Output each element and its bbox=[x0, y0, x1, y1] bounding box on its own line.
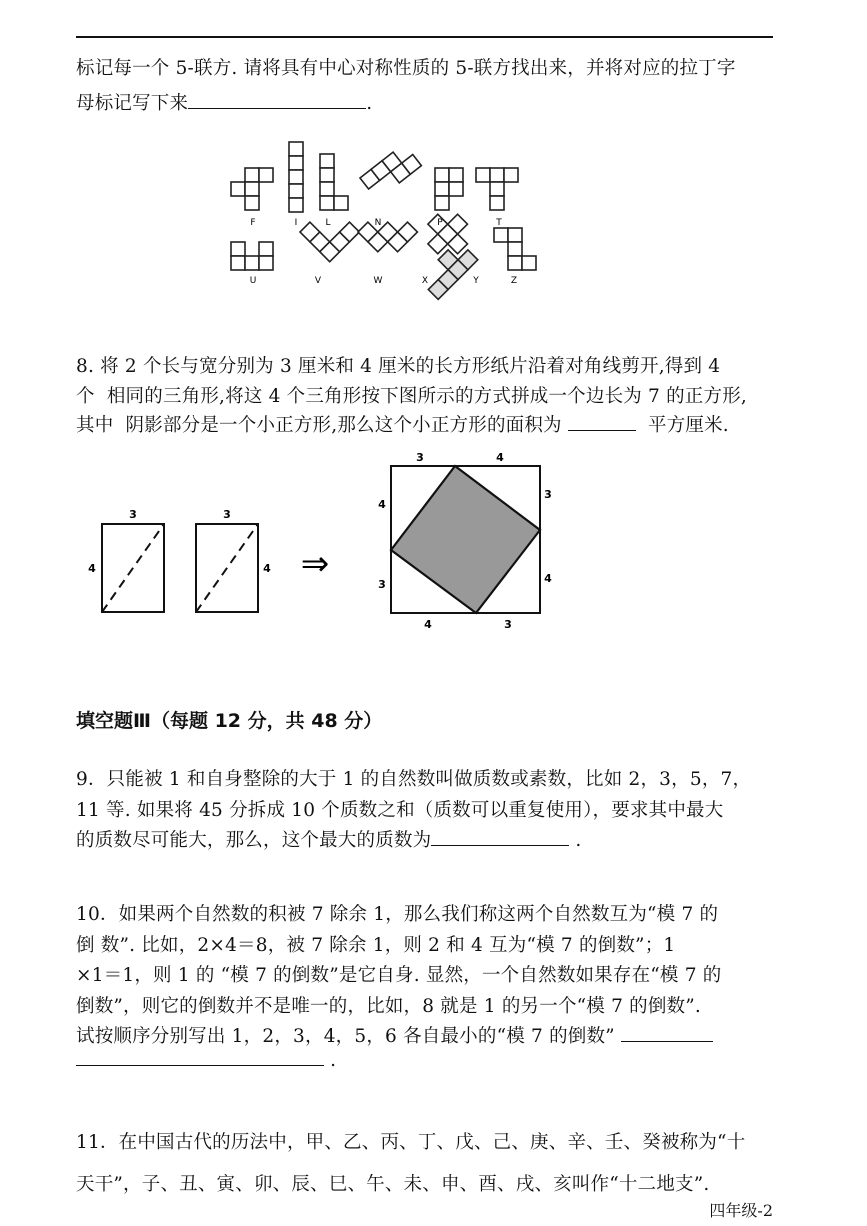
q10-line1: 10．如果两个自然数的积被 7 除余 1，那么我们称这两个自然数互为“模 7 的 bbox=[76, 904, 719, 925]
pentomino-label-X: X bbox=[421, 276, 429, 286]
page-footer: 四年级-2 bbox=[709, 1201, 773, 1220]
pentomino-label-T: T bbox=[496, 218, 502, 228]
pentomino-label-U: U bbox=[249, 276, 257, 286]
sq-top-b: 4 bbox=[496, 451, 504, 464]
arrow-icon: ⇒ bbox=[300, 544, 330, 584]
q10-line5: 试按顺序分别写出 1，2，3，4，5，6 各自最小的“模 7 的倒数” bbox=[76, 1022, 713, 1048]
sq-left-b: 3 bbox=[378, 578, 386, 591]
q11-line1: 11．在中国古代的历法中，甲、乙、丙、丁、戊、己、庚、辛、壬、癸被称为“十 bbox=[76, 1132, 746, 1153]
rect1-top-label: 3 bbox=[129, 508, 137, 521]
rectangle-2-diagonal bbox=[196, 524, 258, 612]
pentomino-label-W: W bbox=[373, 276, 383, 286]
pentomino-label-Z: Z bbox=[510, 276, 518, 286]
q10-line4: 倒数”，则它的倒数并不是唯一的，比如，8 就是 1 的另一个“模 7 的倒数”. bbox=[76, 996, 701, 1017]
q8-line1: 8. 将 2 个长与宽分别为 3 厘米和 4 厘米的长方形纸片沿着对角线剪开,得到 4 bbox=[76, 356, 721, 377]
q10-line3: ×1＝1，则 1 的 “模 7 的倒数”是它自身. 显然，一个自然数如果存在“模 7 的 bbox=[76, 965, 722, 986]
rectangle-1-diagonal bbox=[102, 524, 164, 612]
q9-answer-blank[interactable] bbox=[431, 845, 569, 846]
sq-top-a: 3 bbox=[416, 451, 424, 464]
pentomino-label-F: F bbox=[250, 218, 256, 228]
q9-line2: 11 等. 如果将 45 分拆成 10 个质数之和（质数可以重复使用），要求其中最大 bbox=[76, 800, 724, 821]
q10-answer-blank-b[interactable] bbox=[76, 1065, 324, 1066]
q8-line3: 其中 阴影部分是一个小正方形,那么这个小正方形的面积为 平方厘米. bbox=[76, 415, 729, 436]
q8-line2: 个 相同的三角形,将这 4 个三角形按下图所示的方式拼成一个边长为 7 的正方形, bbox=[76, 386, 747, 407]
sq-bottom-a: 4 bbox=[424, 618, 432, 631]
rect1-side-label: 4 bbox=[88, 562, 96, 575]
rect2-side-label: 4 bbox=[263, 562, 271, 575]
pentomino-label-I: I bbox=[294, 218, 298, 228]
sq-right-b: 4 bbox=[544, 572, 552, 585]
q10-answer-blank-a[interactable] bbox=[621, 1041, 713, 1042]
pentomino-label-Y: Y bbox=[473, 276, 479, 286]
q11-line2: 天干”，子、丑、寅、卯、辰、巳、午、未、申、酉、戌、亥叫作“十二地支”. bbox=[76, 1174, 710, 1195]
section-heading: 填空题Ⅲ（每题 12 分，共 48 分） bbox=[76, 710, 383, 732]
q7-line1: 标记每一个 5-联方. 请将具有中心对称性质的 5-联方找出来，并将对应的拉丁字 bbox=[76, 58, 736, 79]
q9-line1: 9．只能被 1 和自身整除的大于 1 的自然数叫做质数或素数，比如 2，3，5，7， bbox=[76, 769, 752, 790]
shaded-small-square bbox=[391, 466, 540, 613]
pentomino-label-N: N bbox=[374, 218, 382, 228]
q10-line6: . bbox=[76, 1050, 336, 1071]
pentomino-label-V: V bbox=[314, 276, 322, 286]
sq-right-a: 3 bbox=[544, 488, 552, 501]
q10-line2: 倒 数”. 比如，2×4＝8，被 7 除余 1，则 2 和 4 互为“模 7 的倒数”；1 bbox=[76, 935, 676, 956]
q9-line3: 的质数尽可能大，那么，这个最大的质数为 . bbox=[76, 830, 582, 851]
rect2-top-label: 3 bbox=[223, 508, 231, 521]
q7-line2: 母标记写下来 . bbox=[76, 93, 373, 114]
pentomino-label-L: L bbox=[325, 218, 331, 228]
sq-bottom-b: 3 bbox=[504, 618, 512, 631]
sq-left-a: 4 bbox=[378, 498, 386, 511]
pentomino-label-P: P bbox=[437, 218, 443, 228]
